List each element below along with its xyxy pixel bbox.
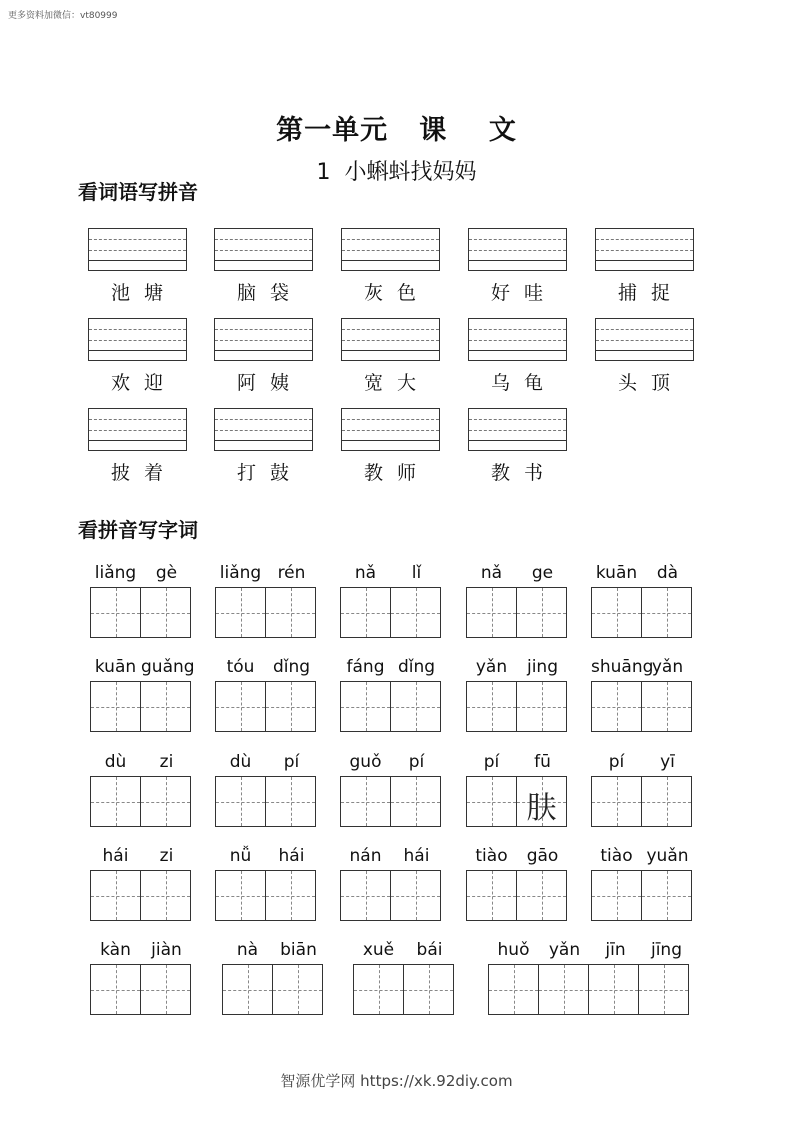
grid-guide-horizontal xyxy=(517,896,566,897)
pinyin-syllable: yǎn xyxy=(548,940,581,960)
pinyin-syllable: kàn xyxy=(100,940,131,960)
writing-guide-line xyxy=(469,350,566,351)
character-grid-group xyxy=(353,964,454,1015)
pinyin-syllable: liǎng xyxy=(219,563,262,583)
vocabulary-word: 灰色 xyxy=(363,282,430,304)
character-writing-cell[interactable] xyxy=(403,964,454,1015)
vocabulary-word: 欢迎 xyxy=(110,372,177,394)
top-note: 更多资料加微信：vt80999 xyxy=(8,11,118,21)
pinyin-syllable: dǐng xyxy=(272,657,311,677)
pinyin-prompt xyxy=(215,846,317,866)
pinyin-syllable: huǒ xyxy=(497,940,530,960)
pinyin-syllable: biān xyxy=(280,940,317,960)
pinyin-syllable: dù xyxy=(229,752,252,772)
vocabulary-word: 阿姨 xyxy=(236,372,303,394)
character-grid-group xyxy=(90,681,191,732)
character-writing-cell[interactable] xyxy=(466,587,517,638)
writing-guide-line xyxy=(215,239,312,240)
character-grid-group xyxy=(215,776,316,827)
character-writing-cell[interactable] xyxy=(340,681,391,732)
grid-guide-horizontal xyxy=(467,896,516,897)
pinyin-syllable: yī xyxy=(660,752,675,772)
vocabulary-word: 披着 xyxy=(110,462,177,484)
writing-guide-line xyxy=(89,329,186,330)
grid-guide-horizontal xyxy=(592,802,641,803)
grid-guide-horizontal xyxy=(489,990,538,991)
grid-guide-horizontal xyxy=(141,990,190,991)
pinyin-syllable: jiàn xyxy=(151,940,182,960)
grid-guide-horizontal xyxy=(391,802,440,803)
pinyin-syllable: zi xyxy=(159,846,174,866)
character-grid-group xyxy=(340,870,441,921)
character-writing-cell[interactable] xyxy=(90,681,141,732)
grid-guide-horizontal xyxy=(592,707,641,708)
pinyin-prompt xyxy=(90,657,195,677)
pinyin-prompt xyxy=(90,752,192,772)
pinyin-prompt xyxy=(90,940,192,960)
character-grid-group xyxy=(90,776,191,827)
character-grid-group xyxy=(466,776,567,827)
vocabulary-word: 头顶 xyxy=(617,372,684,394)
pinyin-answer-box[interactable] xyxy=(341,228,440,271)
pinyin-answer-box[interactable] xyxy=(214,228,313,271)
grid-guide-horizontal xyxy=(467,707,516,708)
vocabulary-word: 教书 xyxy=(490,462,557,484)
grid-guide-horizontal xyxy=(91,896,140,897)
character-writing-cell[interactable] xyxy=(641,870,692,921)
grid-guide-horizontal xyxy=(642,802,691,803)
pinyin-syllable: hái xyxy=(403,846,430,866)
writing-guide-line xyxy=(469,329,566,330)
character-grid-group xyxy=(340,681,441,732)
pinyin-answer-box[interactable] xyxy=(468,228,567,271)
pinyin-syllable: yuǎn xyxy=(646,846,689,866)
character-grid-group xyxy=(90,870,191,921)
writing-guide-line xyxy=(89,340,186,341)
writing-guide-line xyxy=(596,340,693,341)
grid-guide-horizontal xyxy=(216,613,265,614)
pinyin-syllable: rén xyxy=(277,563,306,583)
pinyin-syllable: tóu xyxy=(226,657,255,677)
character-writing-cell[interactable] xyxy=(641,776,692,827)
pinyin-prompt xyxy=(340,752,442,772)
writing-guide-line xyxy=(596,350,693,351)
writing-guide-line xyxy=(469,419,566,420)
pinyin-prompt xyxy=(466,563,568,583)
pinyin-syllable: yǎn xyxy=(651,657,684,677)
pinyin-syllable: tiào xyxy=(600,846,633,866)
pinyin-answer-box[interactable] xyxy=(88,408,187,451)
grid-guide-horizontal xyxy=(91,613,140,614)
pinyin-syllable: guǎng xyxy=(141,657,195,677)
character-writing-cell[interactable] xyxy=(538,964,589,1015)
writing-guide-line xyxy=(215,340,312,341)
section-title-write-pinyin: 看词语写拼音 xyxy=(78,180,198,204)
character-writing-cell[interactable] xyxy=(466,870,517,921)
grid-guide-horizontal xyxy=(391,613,440,614)
writing-guide-line xyxy=(89,260,186,261)
pinyin-syllable: jīn xyxy=(605,940,626,960)
pinyin-syllable: xuě xyxy=(362,940,395,960)
character-writing-cell[interactable] xyxy=(265,776,316,827)
writing-guide-line xyxy=(469,340,566,341)
vocabulary-word: 脑袋 xyxy=(236,282,303,304)
grid-guide-horizontal xyxy=(91,990,140,991)
grid-guide-horizontal xyxy=(141,707,190,708)
character-grid-group xyxy=(466,587,567,638)
pinyin-syllable: jing xyxy=(526,657,558,677)
writing-guide-line xyxy=(215,419,312,420)
character-writing-cell[interactable] xyxy=(390,681,441,732)
character-writing-cell[interactable] xyxy=(215,870,266,921)
character-grid-group xyxy=(340,587,441,638)
pinyin-syllable: ge xyxy=(531,563,554,583)
character-writing-cell[interactable] xyxy=(390,587,441,638)
pinyin-syllable: nǎ xyxy=(480,563,503,583)
character-writing-cell[interactable] xyxy=(272,964,323,1015)
writing-guide-line xyxy=(596,239,693,240)
writing-guide-line xyxy=(596,260,693,261)
pinyin-syllable: dù xyxy=(104,752,127,772)
grid-guide-horizontal xyxy=(266,613,315,614)
pinyin-syllable: hái xyxy=(278,846,305,866)
pinyin-prompt xyxy=(215,752,317,772)
pinyin-syllable: gāo xyxy=(526,846,559,866)
character-writing-cell[interactable] xyxy=(516,870,567,921)
pinyin-answer-box[interactable] xyxy=(341,318,440,361)
writing-guide-line xyxy=(342,340,439,341)
grid-guide-horizontal xyxy=(223,990,272,991)
grid-guide-horizontal xyxy=(639,990,688,991)
grid-guide-horizontal xyxy=(391,707,440,708)
character-writing-cell[interactable] xyxy=(140,681,191,732)
grid-guide-horizontal xyxy=(642,613,691,614)
grid-guide-horizontal xyxy=(404,990,453,991)
pinyin-prompt xyxy=(466,752,568,772)
writing-guide-line xyxy=(342,239,439,240)
character-writing-cell[interactable] xyxy=(140,587,191,638)
character-writing-cell[interactable] xyxy=(90,964,141,1015)
grid-guide-horizontal xyxy=(592,613,641,614)
character-grid-group xyxy=(591,776,692,827)
grid-guide-horizontal xyxy=(273,990,322,991)
grid-guide-horizontal xyxy=(592,896,641,897)
pinyin-prompt xyxy=(488,940,692,960)
page-title: 第一单元 课 文 xyxy=(276,115,517,146)
pinyin-prompt xyxy=(340,846,442,866)
grid-guide-horizontal xyxy=(141,613,190,614)
grid-guide-horizontal xyxy=(341,707,390,708)
writing-guide-line xyxy=(89,440,186,441)
pinyin-answer-box[interactable] xyxy=(88,228,187,271)
character-grid-group xyxy=(591,681,692,732)
character-writing-cell[interactable] xyxy=(265,587,316,638)
character-grid-group xyxy=(340,776,441,827)
character-grid-group xyxy=(466,681,567,732)
writing-guide-line xyxy=(596,250,693,251)
writing-guide-line xyxy=(215,260,312,261)
writing-guide-line xyxy=(342,250,439,251)
writing-guide-line xyxy=(469,430,566,431)
pinyin-prompt xyxy=(466,846,568,866)
character-writing-cell[interactable] xyxy=(215,776,266,827)
character-writing-cell[interactable] xyxy=(215,681,266,732)
grid-guide-horizontal xyxy=(539,990,588,991)
character-writing-cell[interactable] xyxy=(340,870,391,921)
pinyin-syllable: tiào xyxy=(475,846,508,866)
grid-guide-horizontal xyxy=(141,896,190,897)
pinyin-syllable: pí xyxy=(608,752,625,772)
character-grid-group xyxy=(90,587,191,638)
writing-guide-line xyxy=(342,350,439,351)
grid-guide-horizontal xyxy=(589,990,638,991)
pinyin-syllable: gè xyxy=(155,563,178,583)
pinyin-syllable: nán xyxy=(349,846,382,866)
character-writing-cell[interactable] xyxy=(390,776,441,827)
writing-guide-line xyxy=(596,329,693,330)
pinyin-prompt xyxy=(222,940,324,960)
character-grid-group xyxy=(466,870,567,921)
pinyin-syllable: nà xyxy=(236,940,259,960)
character-grid-group xyxy=(222,964,323,1015)
pinyin-syllable: lǐ xyxy=(411,563,422,583)
character-writing-cell[interactable] xyxy=(353,964,404,1015)
character-writing-cell[interactable] xyxy=(638,964,689,1015)
pinyin-syllable: yǎn xyxy=(475,657,508,677)
writing-guide-line xyxy=(469,440,566,441)
pinyin-syllable: dà xyxy=(656,563,679,583)
character-writing-cell[interactable] xyxy=(90,870,141,921)
character-grid-group xyxy=(215,587,316,638)
writing-guide-line xyxy=(215,440,312,441)
lesson-title: 1 小蝌蚪找妈妈 xyxy=(316,160,477,185)
grid-guide-horizontal xyxy=(91,802,140,803)
pinyin-answer-box[interactable] xyxy=(214,318,313,361)
vocabulary-word: 宽大 xyxy=(363,372,430,394)
pinyin-syllable: fū xyxy=(534,752,551,772)
writing-guide-line xyxy=(342,430,439,431)
writing-guide-line xyxy=(89,419,186,420)
pinyin-syllable: pí xyxy=(483,752,500,772)
pinyin-syllable: nǚ xyxy=(229,846,252,866)
pinyin-syllable: liǎng xyxy=(94,563,137,583)
character-writing-cell[interactable] xyxy=(591,870,642,921)
pinyin-syllable: kuān xyxy=(595,563,638,583)
grid-guide-horizontal xyxy=(341,613,390,614)
pinyin-answer-box[interactable] xyxy=(595,318,694,361)
pinyin-answer-box[interactable] xyxy=(341,408,440,451)
grid-guide-horizontal xyxy=(141,802,190,803)
pinyin-syllable: pí xyxy=(283,752,300,772)
pinyin-syllable: kuān xyxy=(94,657,137,677)
character-writing-cell[interactable] xyxy=(466,776,517,827)
writing-guide-line xyxy=(89,250,186,251)
grid-guide-horizontal xyxy=(266,896,315,897)
pinyin-prompt xyxy=(353,940,455,960)
character-writing-cell[interactable] xyxy=(140,964,191,1015)
writing-guide-line xyxy=(469,239,566,240)
character-writing-cell[interactable] xyxy=(340,587,391,638)
character-writing-cell[interactable] xyxy=(390,870,441,921)
grid-guide-horizontal xyxy=(216,707,265,708)
character-writing-cell[interactable] xyxy=(516,587,567,638)
grid-guide-horizontal xyxy=(467,613,516,614)
pinyin-prompt xyxy=(215,657,317,677)
pinyin-syllable: pí xyxy=(408,752,425,772)
character-writing-cell[interactable] xyxy=(591,681,642,732)
grid-guide-horizontal xyxy=(266,707,315,708)
character-writing-cell[interactable] xyxy=(591,587,642,638)
character-writing-cell[interactable] xyxy=(265,870,316,921)
vocabulary-word: 乌龟 xyxy=(490,372,557,394)
pinyin-prompt xyxy=(215,563,317,583)
character-writing-cell[interactable] xyxy=(90,776,141,827)
writing-guide-line xyxy=(342,329,439,330)
character-writing-cell[interactable] xyxy=(90,587,141,638)
vocabulary-word: 捕捉 xyxy=(617,282,684,304)
vocabulary-word: 好哇 xyxy=(490,282,557,304)
character-writing-cell[interactable] xyxy=(222,964,273,1015)
pinyin-prompt xyxy=(340,563,442,583)
pinyin-answer-box[interactable] xyxy=(88,318,187,361)
character-grid-group xyxy=(90,964,191,1015)
grid-guide-horizontal xyxy=(642,707,691,708)
vocabulary-word: 教师 xyxy=(363,462,430,484)
pinyin-prompt xyxy=(90,846,192,866)
character-writing-cell[interactable] xyxy=(340,776,391,827)
writing-guide-line xyxy=(469,260,566,261)
pinyin-syllable: bái xyxy=(416,940,443,960)
pinyin-syllable: dǐng xyxy=(397,657,436,677)
writing-guide-line xyxy=(469,250,566,251)
grid-guide-horizontal xyxy=(266,802,315,803)
character-writing-cell[interactable] xyxy=(488,964,539,1015)
grid-guide-horizontal xyxy=(216,802,265,803)
grid-guide-horizontal xyxy=(341,802,390,803)
character-grid-group xyxy=(215,681,316,732)
character-writing-cell[interactable] xyxy=(641,587,692,638)
writing-guide-line xyxy=(89,430,186,431)
character-grid-group xyxy=(591,587,692,638)
character-writing-cell[interactable] xyxy=(588,964,639,1015)
character-grid-group xyxy=(591,870,692,921)
section-title-write-characters: 看拼音写字词 xyxy=(78,518,198,542)
writing-guide-line xyxy=(215,350,312,351)
vocabulary-word: 池塘 xyxy=(110,282,177,304)
pinyin-syllable: guǒ xyxy=(349,752,382,772)
character-writing-cell[interactable] xyxy=(265,681,316,732)
grid-guide-horizontal xyxy=(216,896,265,897)
grid-guide-horizontal xyxy=(91,707,140,708)
writing-guide-line xyxy=(342,440,439,441)
grid-guide-horizontal xyxy=(354,990,403,991)
character-writing-cell[interactable] xyxy=(466,681,517,732)
grid-guide-horizontal xyxy=(467,802,516,803)
pinyin-prompt xyxy=(340,657,442,677)
handwritten-character: 肤 xyxy=(526,791,557,826)
vocabulary-word: 打鼓 xyxy=(236,462,303,484)
character-writing-cell[interactable] xyxy=(215,587,266,638)
character-grid-group xyxy=(488,964,689,1015)
pinyin-syllable: jīng xyxy=(650,940,682,960)
writing-guide-line xyxy=(342,419,439,420)
character-writing-cell[interactable] xyxy=(140,776,191,827)
pinyin-prompt xyxy=(591,563,693,583)
character-writing-cell[interactable] xyxy=(140,870,191,921)
character-writing-cell[interactable] xyxy=(641,681,692,732)
grid-guide-horizontal xyxy=(642,896,691,897)
pinyin-answer-box[interactable] xyxy=(214,408,313,451)
pinyin-prompt xyxy=(466,657,568,677)
character-writing-cell[interactable] xyxy=(516,681,567,732)
character-grid-group xyxy=(215,870,316,921)
pinyin-prompt xyxy=(591,657,693,677)
pinyin-prompt xyxy=(591,752,693,772)
pinyin-syllable: fáng xyxy=(346,657,385,677)
writing-guide-line xyxy=(215,430,312,431)
pinyin-prompt xyxy=(90,563,192,583)
writing-guide-line xyxy=(342,260,439,261)
writing-guide-line xyxy=(89,239,186,240)
grid-guide-horizontal xyxy=(341,896,390,897)
footer-watermark: 智源优学网 https://xk.92diy.com xyxy=(280,1072,513,1090)
grid-guide-horizontal xyxy=(517,707,566,708)
pinyin-prompt xyxy=(591,846,693,866)
pinyin-syllable: zi xyxy=(159,752,174,772)
character-writing-cell[interactable] xyxy=(516,776,567,827)
pinyin-answer-box[interactable] xyxy=(595,228,694,271)
pinyin-answer-box[interactable] xyxy=(468,318,567,361)
pinyin-answer-box[interactable] xyxy=(468,408,567,451)
writing-guide-line xyxy=(215,250,312,251)
pinyin-syllable: shuāng xyxy=(591,657,654,677)
writing-guide-line xyxy=(89,350,186,351)
grid-guide-horizontal xyxy=(391,896,440,897)
character-writing-cell[interactable] xyxy=(591,776,642,827)
writing-guide-line xyxy=(215,329,312,330)
pinyin-syllable: nǎ xyxy=(354,563,377,583)
pinyin-syllable: hái xyxy=(102,846,129,866)
grid-guide-horizontal xyxy=(517,613,566,614)
